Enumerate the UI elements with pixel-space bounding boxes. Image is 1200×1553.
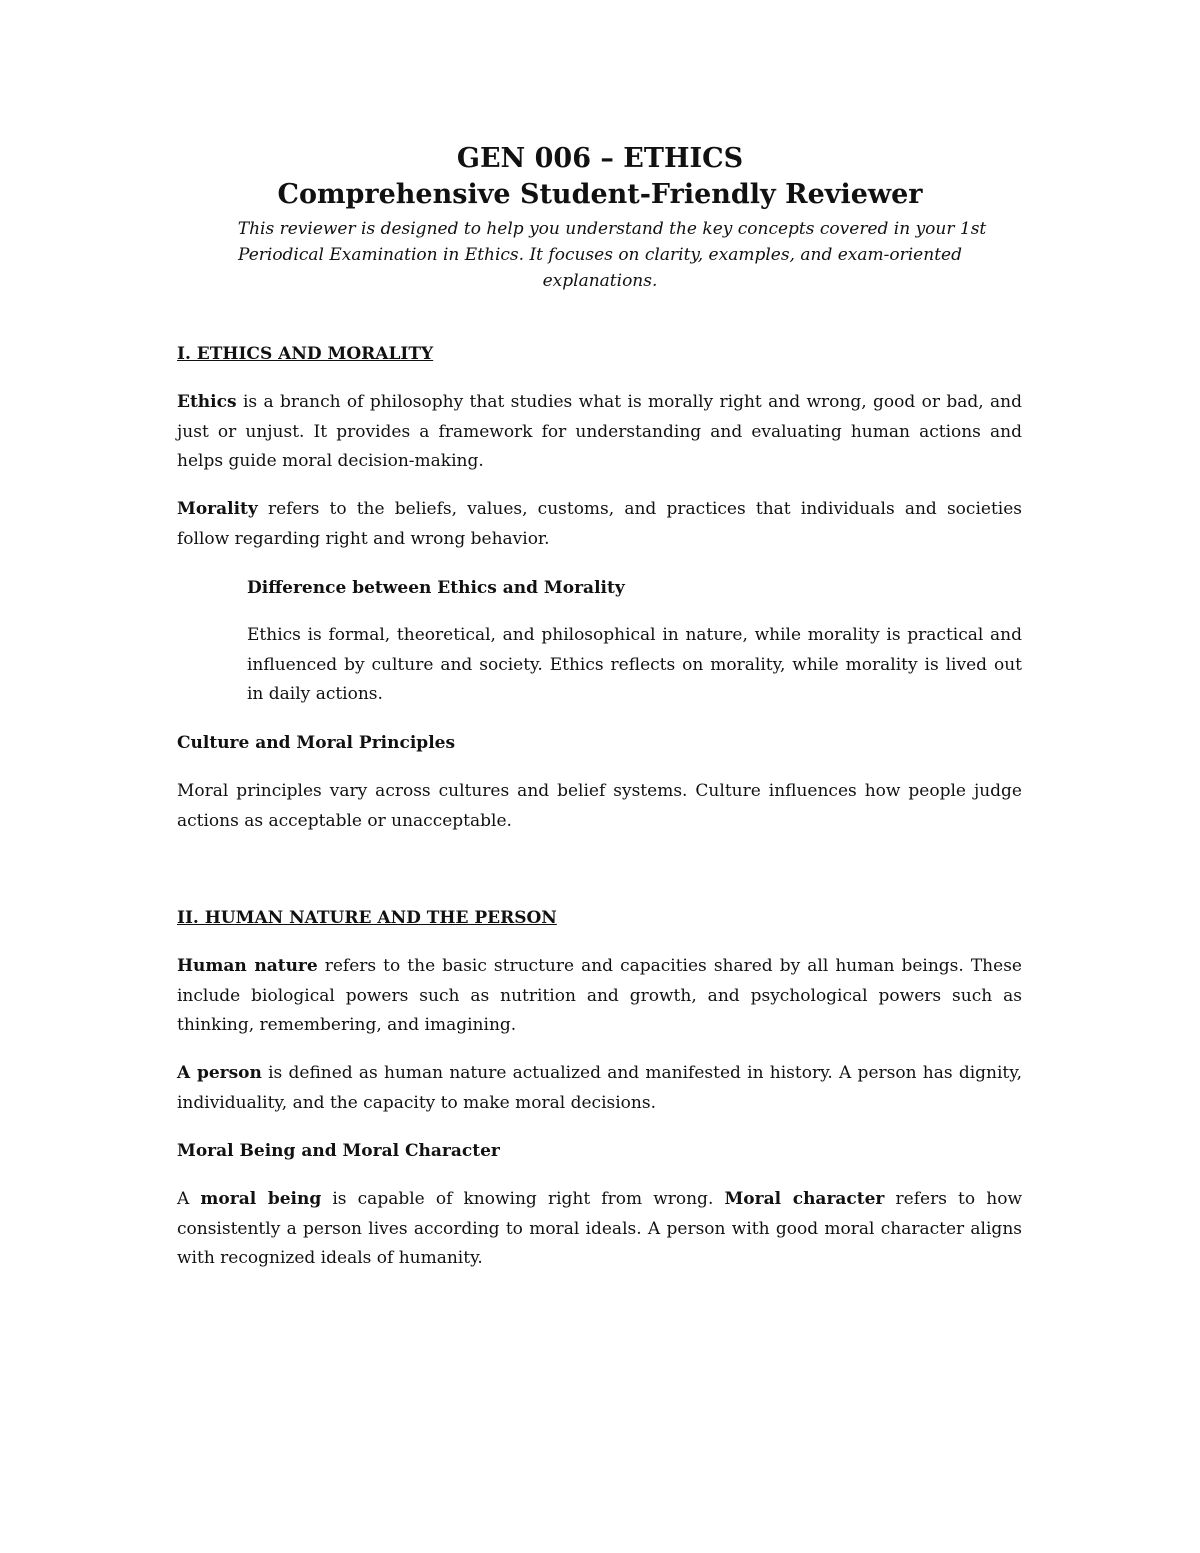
person-term: A person [177,1063,262,1083]
document-subtitle: Comprehensive Student-Friendly Reviewer [277,179,923,210]
ethics-definition [177,388,1022,477]
moral-being-paragraph [177,1185,1022,1274]
person-definition [177,1059,1022,1118]
culture-heading: Culture and Moral Principles [177,733,456,753]
moral-being-term: moral being [200,1189,322,1209]
moral-character-term: Moral character [724,1189,885,1209]
intro-paragraph: This reviewer is designed to help you understand the key concepts covered in your 1st Periodical Examination in Ethics. It focuses on clarity, examples, and exam-oriented explanations. [237,219,987,291]
moral-being-text: is capable of knowing right from wrong. [321,1189,725,1209]
ethics-definition-text: is a branch of philosophy that studies what is morally right and wrong, good or bad, and just or unjust. It provides a framework for understanding and evaluating human actions and helps guide moral decision-making. [177,392,1022,471]
human-nature-term: Human nature [177,956,318,976]
ethics-term: Ethics [177,392,237,412]
person-definition-text: is defined as human nature actualized and manifested in history. A person has dignity, individuality, and the capacity to make moral decisions. [177,1063,1022,1113]
moral-character-text: refers to how consistently a person lives according to moral ideals. A person with good moral character aligns with recognized ideals of humanity. [177,1189,1022,1268]
document-title: GEN 006 – ETHICS [456,143,744,174]
moral-being-heading: Moral Being and Moral Character [177,1141,500,1161]
human-nature-definition [177,952,1022,1041]
difference-heading: Difference between Ethics and Morality [247,578,625,598]
moral-article: A [177,1189,201,1209]
morality-term: Morality [177,499,258,519]
section-heading-human-nature: II. HUMAN NATURE AND THE PERSON [177,908,557,928]
morality-definition-text: refers to the beliefs, values, customs, and practices that individuals and societies follow regarding right and wrong behavior. [177,499,1022,549]
section-heading-ethics-morality: I. ETHICS AND MORALITY [177,344,434,364]
culture-paragraph: Moral principles vary across cultures and belief systems. Culture influences how people judge actions as acceptable or unacceptable. [177,781,1022,831]
morality-definition [177,495,1022,554]
difference-paragraph: Ethics is formal, theoretical, and philosophical in nature, while morality is practical and influenced by culture and society. Ethics reflects on morality, while morality is lived out in daily actions. [247,625,1022,704]
human-nature-definition-text: refers to the basic structure and capacities shared by all human beings. These include biological powers such as nutrition and growth, and psychological powers such as thinking, remembering, and imagining. [177,956,1022,1035]
